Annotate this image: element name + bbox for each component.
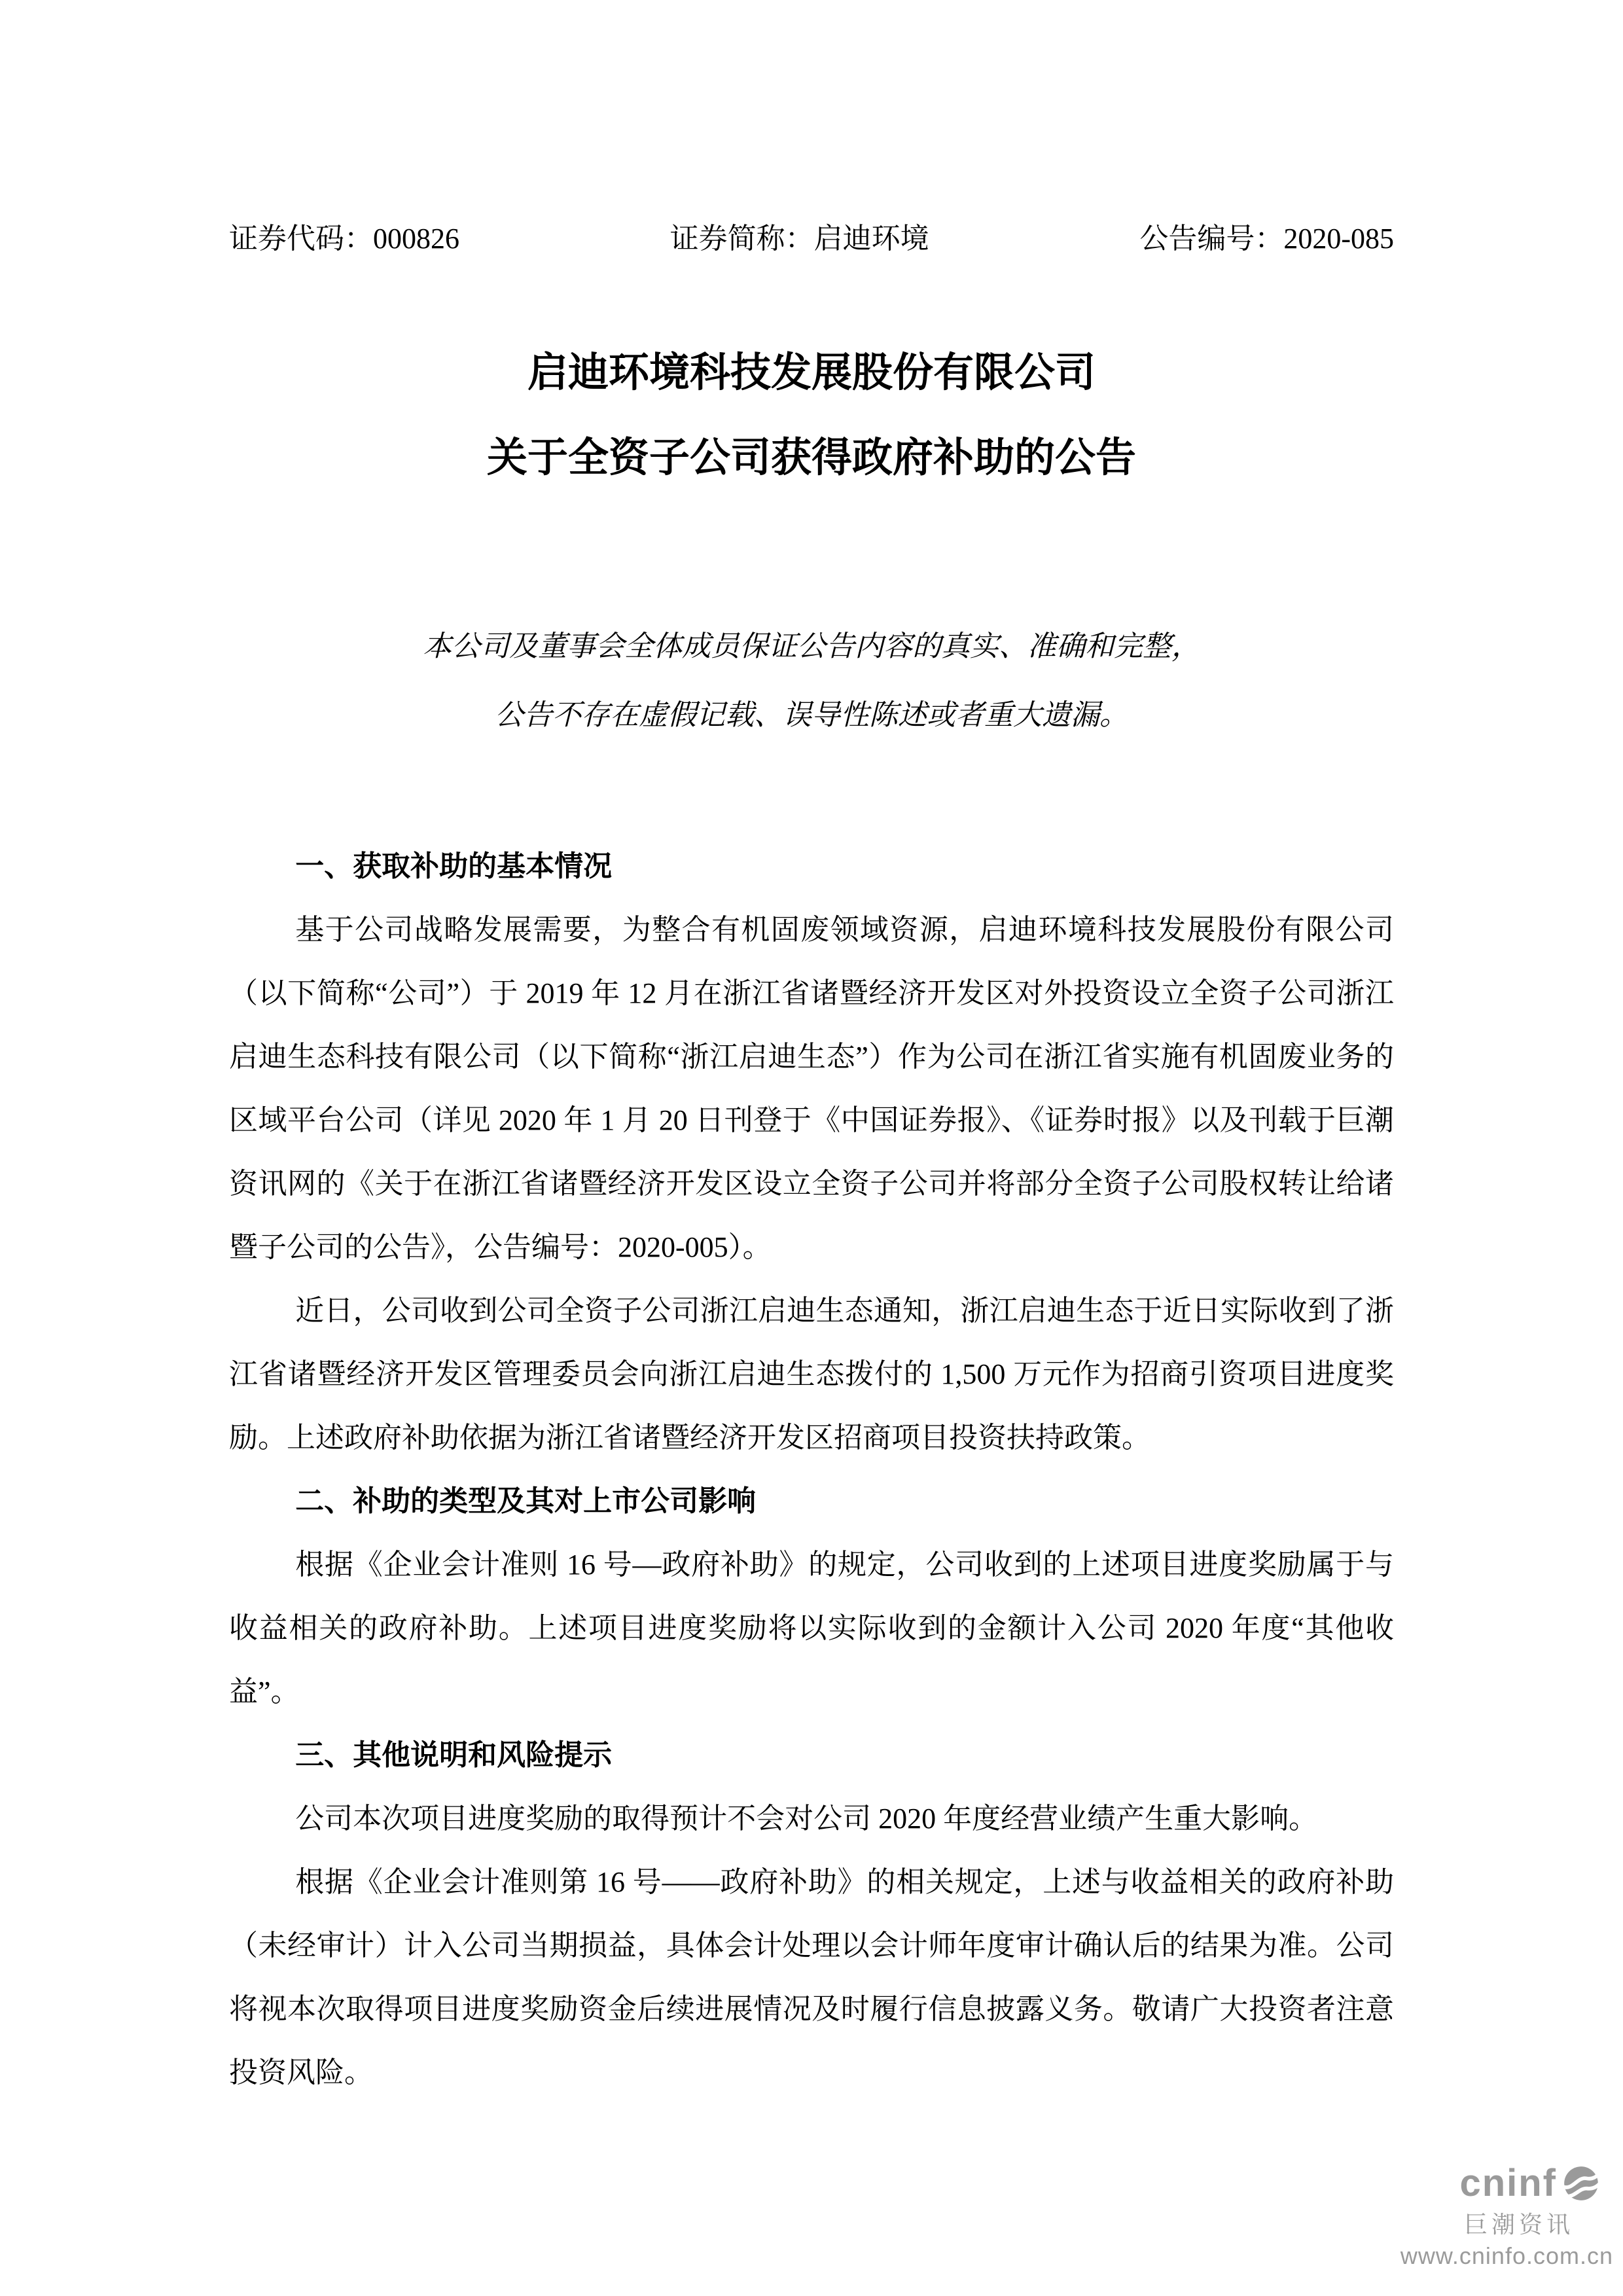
cninfo-watermark xyxy=(1400,2163,1613,2270)
title-line-1: 启迪环境科技发展股份有限公司 xyxy=(527,350,1096,395)
cninfo-globe-icon xyxy=(1561,2163,1601,2204)
stock-code: 证券代码：000826 xyxy=(229,223,459,255)
announcement-number: 公告编号：2020-085 xyxy=(1139,223,1394,255)
section-3-paragraph-1: 公司本次项目进度奖励的取得预计不会对公司 2020 年度经营业绩产生重大影响。 xyxy=(295,1803,1318,1835)
section-1-paragraph-2: 近日，公司收到公司全资子公司浙江启迪生态通知，浙江启迪生态于近日实际收到了浙江省诸暨经济开发区管理委员会向浙江启迪生态拨付的 1,500 万元作为招商引资项目进度奖励。上述政府补助依据为浙江省诸暨经济开发区招商项目投资扶持政策。 xyxy=(229,1295,1394,1454)
section-3-heading: 三、其他说明和风险提示 xyxy=(295,1739,613,1771)
document-title xyxy=(229,331,1394,501)
cninfo-url: www.cninfo.com.cn xyxy=(1400,2242,1613,2269)
cninfo-logo-row xyxy=(1459,2163,1601,2204)
stock-short-name: 证券简称：启迪环境 xyxy=(669,223,929,255)
disclaimer-line-2: 公告不存在虚假记载、误导性陈述或者重大遗漏。 xyxy=(495,699,1128,731)
document-body xyxy=(229,834,1394,2104)
disclaimer-line-1: 本公司及董事会全体成员保证公告内容的真实、准确和完整， xyxy=(423,630,1200,662)
section-3-paragraph-2: 根据《企业会计准则第 16 号——政府补助》的相关规定，上述与收益相关的政府补助（未经审计）计入公司当期损益，具体会计处理以会计师年度审计确认后的结果为准。公司将视本次取得项目进度奖励资金后续进展情况及时履行信息披露义务。敬请广大投资者注意投资风险。 xyxy=(229,1866,1394,2089)
document-header xyxy=(229,219,1394,259)
section-2-heading: 二、补助的类型及其对上市公司影响 xyxy=(295,1485,757,1517)
section-1-heading: 一、获取补助的基本情况 xyxy=(295,850,613,882)
section-2-paragraph-1: 根据《企业会计准则 16 号—政府补助》的规定，公司收到的上述项目进度奖励属于与收益相关的政府补助。上述项目进度奖励将以实际收到的金额计入公司 2020 年度“其他收益”。 xyxy=(229,1549,1394,1708)
cninfo-logo-text: cninf xyxy=(1459,2162,1557,2204)
cninfo-chinese-name: 巨潮资讯 xyxy=(1463,2212,1574,2238)
section-1-paragraph-1: 基于公司战略发展需要，为整合有机固废领域资源，启迪环境科技发展股份有限公司（以下简称“公司”）于 2019 年 12 月在浙江省诸暨经济开发区对外投资设立全资子公司浙江启迪生态科技有限公司（以下简称“浙江启迪生态”）作为公司在浙江省实施有机固废业务的区域平台公司（详见 2020 年 1 月 20 日刊登于《中国证券报》、《证券时报》以及刊载于巨潮资讯网的《关于在浙江省诸暨经济开发区设立全资子公司并将部分全资子公司股权转让给诸暨子公司的公告》，公告编号：2020-005）。 xyxy=(229,914,1394,1263)
board-disclaimer xyxy=(229,612,1394,749)
title-line-2: 关于全资子公司获得政府补助的公告 xyxy=(486,435,1136,480)
